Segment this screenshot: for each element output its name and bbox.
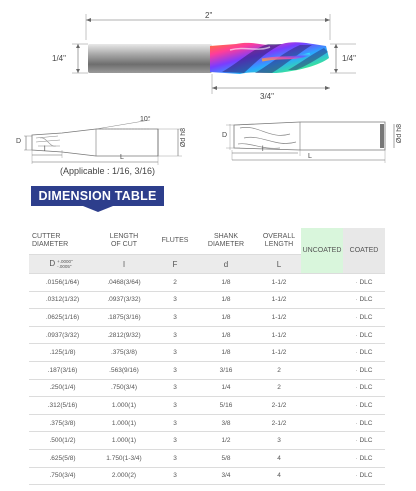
- table-row: [29, 274, 385, 292]
- tool-illustration-area: [0, 0, 416, 185]
- cell-length-of-cut: 1.000(1): [93, 397, 155, 415]
- cell-cutter-diameter: .625(5/8): [29, 449, 93, 467]
- cell-shank-diameter: 3/4: [195, 467, 257, 485]
- cell-shank-diameter: 5/8: [195, 449, 257, 467]
- cell-shank-diameter: 1/2: [195, 432, 257, 450]
- cell-length-of-cut: .375(3/8): [93, 344, 155, 362]
- cell-flutes: 3: [155, 397, 195, 415]
- bullet-icon: ·: [355, 419, 360, 427]
- bullet-icon: ·: [355, 313, 360, 321]
- table-header-row: [29, 228, 385, 255]
- cell-shank-diameter: 3/16: [195, 361, 257, 379]
- cell-coated: · DLC: [343, 291, 385, 309]
- table-row: [29, 326, 385, 344]
- cell-shank-diameter: 1/8: [195, 344, 257, 362]
- cell-coated: · DLC: [343, 432, 385, 450]
- cell-overall-length: 3: [257, 432, 301, 450]
- header-length-of-cut: LENGTH OF CUT: [93, 228, 155, 255]
- overall-length-label: 2": [205, 11, 213, 20]
- cell-shank-diameter: 1/8: [195, 274, 257, 292]
- symbol-D-cell: D +.0000" -.0005": [29, 255, 93, 274]
- cell-length-of-cut: .1875(3/16): [93, 309, 155, 327]
- cell-shank-diameter: 3/8: [195, 414, 257, 432]
- table-row: [29, 344, 385, 362]
- cell-coated: · DLC: [343, 379, 385, 397]
- header-overall-length: OVERALL LENGTH: [257, 228, 301, 255]
- symbol-F-cell: F: [155, 255, 195, 274]
- cell-cutter-diameter: .0312(1/32): [29, 291, 93, 309]
- cell-cutter-diameter: .187(3/16): [29, 361, 93, 379]
- cell-uncoated: [301, 449, 343, 467]
- cell-overall-length: 1-1/2: [257, 326, 301, 344]
- cell-flutes: 3: [155, 309, 195, 327]
- table-row: [29, 379, 385, 397]
- cell-uncoated: [301, 379, 343, 397]
- bullet-icon: ·: [355, 437, 360, 445]
- cell-flutes: 3: [155, 379, 195, 397]
- small-left-l-label: l: [44, 146, 46, 153]
- bullet-icon: ·: [355, 472, 360, 480]
- table-body: [29, 274, 385, 485]
- title-pointer: [83, 206, 113, 212]
- cell-length-of-cut: .750(3/4): [93, 379, 155, 397]
- cell-coated: · DLC: [343, 344, 385, 362]
- applicable-note: (Applicable : 1/16, 3/16): [60, 166, 156, 176]
- shank-diameter-right-label: 1/4": [342, 54, 356, 63]
- cell-overall-length: 2-1/2: [257, 397, 301, 415]
- cell-overall-length: 2: [257, 361, 301, 379]
- cell-length-of-cut: .2812(9/32): [93, 326, 155, 344]
- cell-overall-length: 2: [257, 379, 301, 397]
- cell-length-of-cut: 1.750(1-3/4): [93, 449, 155, 467]
- symbol-L-cell: L: [257, 255, 301, 274]
- cell-uncoated: [301, 274, 343, 292]
- cell-shank-diameter: 5/16: [195, 397, 257, 415]
- cell-cutter-diameter: .125(1/8): [29, 344, 93, 362]
- table-row: [29, 449, 385, 467]
- cell-length-of-cut: .563(9/16): [93, 361, 155, 379]
- bullet-icon: ·: [355, 278, 360, 286]
- small-right-l-label: l: [262, 146, 264, 153]
- cell-uncoated: [301, 344, 343, 362]
- header-flutes: FLUTES: [155, 228, 195, 255]
- cell-uncoated: [301, 291, 343, 309]
- header-coated: COATED: [343, 228, 385, 274]
- cell-overall-length: 1-1/2: [257, 344, 301, 362]
- bullet-icon: ·: [355, 331, 360, 339]
- cell-length-of-cut: 1.000(1): [93, 432, 155, 450]
- bullet-icon: ·: [355, 384, 360, 392]
- bullet-icon: ·: [355, 366, 360, 374]
- dimension-table: [29, 228, 385, 485]
- cell-cutter-diameter: .0156(1/64): [29, 274, 93, 292]
- small-right-shank-h8-label: Ød h8: [396, 124, 403, 144]
- cell-flutes: 3: [155, 414, 195, 432]
- table-row: [29, 414, 385, 432]
- cell-overall-length: 4: [257, 467, 301, 485]
- table-row: [29, 309, 385, 327]
- table-row: [29, 397, 385, 415]
- cell-coated: · DLC: [343, 309, 385, 327]
- cell-uncoated: [301, 361, 343, 379]
- cell-cutter-diameter: .312(5/16): [29, 397, 93, 415]
- header-shank-diameter: SHANK DIAMETER: [195, 228, 257, 255]
- cell-flutes: 3: [155, 344, 195, 362]
- helix-angle-label: 10°: [140, 116, 151, 123]
- cell-length-of-cut: .0937(3/32): [93, 291, 155, 309]
- bullet-icon: ·: [355, 454, 360, 462]
- cell-uncoated: [301, 414, 343, 432]
- bullet-icon: ·: [355, 296, 360, 304]
- cell-uncoated: [301, 432, 343, 450]
- cell-cutter-diameter: .750(3/4): [29, 467, 93, 485]
- small-left-L-label: L: [120, 154, 124, 161]
- cell-shank-diameter: 1/8: [195, 326, 257, 344]
- cell-flutes: 3: [155, 432, 195, 450]
- cell-coated: · DLC: [343, 449, 385, 467]
- small-left-shank-h8-label: Ød h8: [180, 128, 187, 148]
- cell-uncoated: [301, 309, 343, 327]
- small-right-L-label: L: [308, 153, 312, 160]
- cell-uncoated: [301, 326, 343, 344]
- bullet-icon: ·: [355, 401, 360, 409]
- cell-length-of-cut: 1.000(1): [93, 414, 155, 432]
- cell-flutes: 3: [155, 467, 195, 485]
- symbol-d-cell: d: [195, 255, 257, 274]
- header-uncoated: UNCOATED: [301, 228, 343, 274]
- cell-overall-length: 2-1/2: [257, 414, 301, 432]
- cell-shank-diameter: 1/8: [195, 309, 257, 327]
- cell-length-of-cut: .0468(3/64): [93, 274, 155, 292]
- bullet-icon: ·: [355, 349, 360, 357]
- cell-flutes: 2: [155, 274, 195, 292]
- cell-uncoated: [301, 467, 343, 485]
- small-right-D-label: D: [222, 132, 228, 139]
- shank-diameter-left-label: 1/4": [52, 54, 66, 63]
- small-left-D-label: D: [16, 138, 22, 145]
- cell-flutes: 3: [155, 326, 195, 344]
- table-row: [29, 467, 385, 485]
- cell-flutes: 3: [155, 291, 195, 309]
- cell-cutter-diameter: .0625(1/16): [29, 309, 93, 327]
- cell-coated: · DLC: [343, 414, 385, 432]
- header-cutter-diameter: CUTTER DIAMETER: [29, 228, 93, 255]
- symbol-l-cell: l: [93, 255, 155, 274]
- cell-overall-length: 4: [257, 449, 301, 467]
- cell-coated: · DLC: [343, 397, 385, 415]
- cell-coated: · DLC: [343, 467, 385, 485]
- cell-coated: · DLC: [343, 274, 385, 292]
- cell-cutter-diameter: .500(1/2): [29, 432, 93, 450]
- table-row: [29, 361, 385, 379]
- cell-shank-diameter: 1/8: [195, 291, 257, 309]
- cell-flutes: 3: [155, 361, 195, 379]
- cell-coated: · DLC: [343, 326, 385, 344]
- cell-length-of-cut: 2.000(2): [93, 467, 155, 485]
- cell-cutter-diameter: .375(3/8): [29, 414, 93, 432]
- table-row: [29, 432, 385, 450]
- dimension-table-title-banner: [31, 186, 164, 210]
- cell-flutes: 3: [155, 449, 195, 467]
- cell-shank-diameter: 1/4: [195, 379, 257, 397]
- cell-cutter-diameter: .250(1/4): [29, 379, 93, 397]
- table-row: [29, 291, 385, 309]
- cell-cutter-diameter: .0937(3/32): [29, 326, 93, 344]
- flute-length-label: 3/4": [260, 92, 274, 101]
- end-mill-drawings: [0, 0, 416, 185]
- cell-uncoated: [301, 397, 343, 415]
- dimension-table-title: DIMENSION TABLE: [31, 186, 164, 206]
- cell-overall-length: 1-1/2: [257, 274, 301, 292]
- cell-overall-length: 1-1/2: [257, 291, 301, 309]
- cell-coated: · DLC: [343, 361, 385, 379]
- cell-overall-length: 1-1/2: [257, 309, 301, 327]
